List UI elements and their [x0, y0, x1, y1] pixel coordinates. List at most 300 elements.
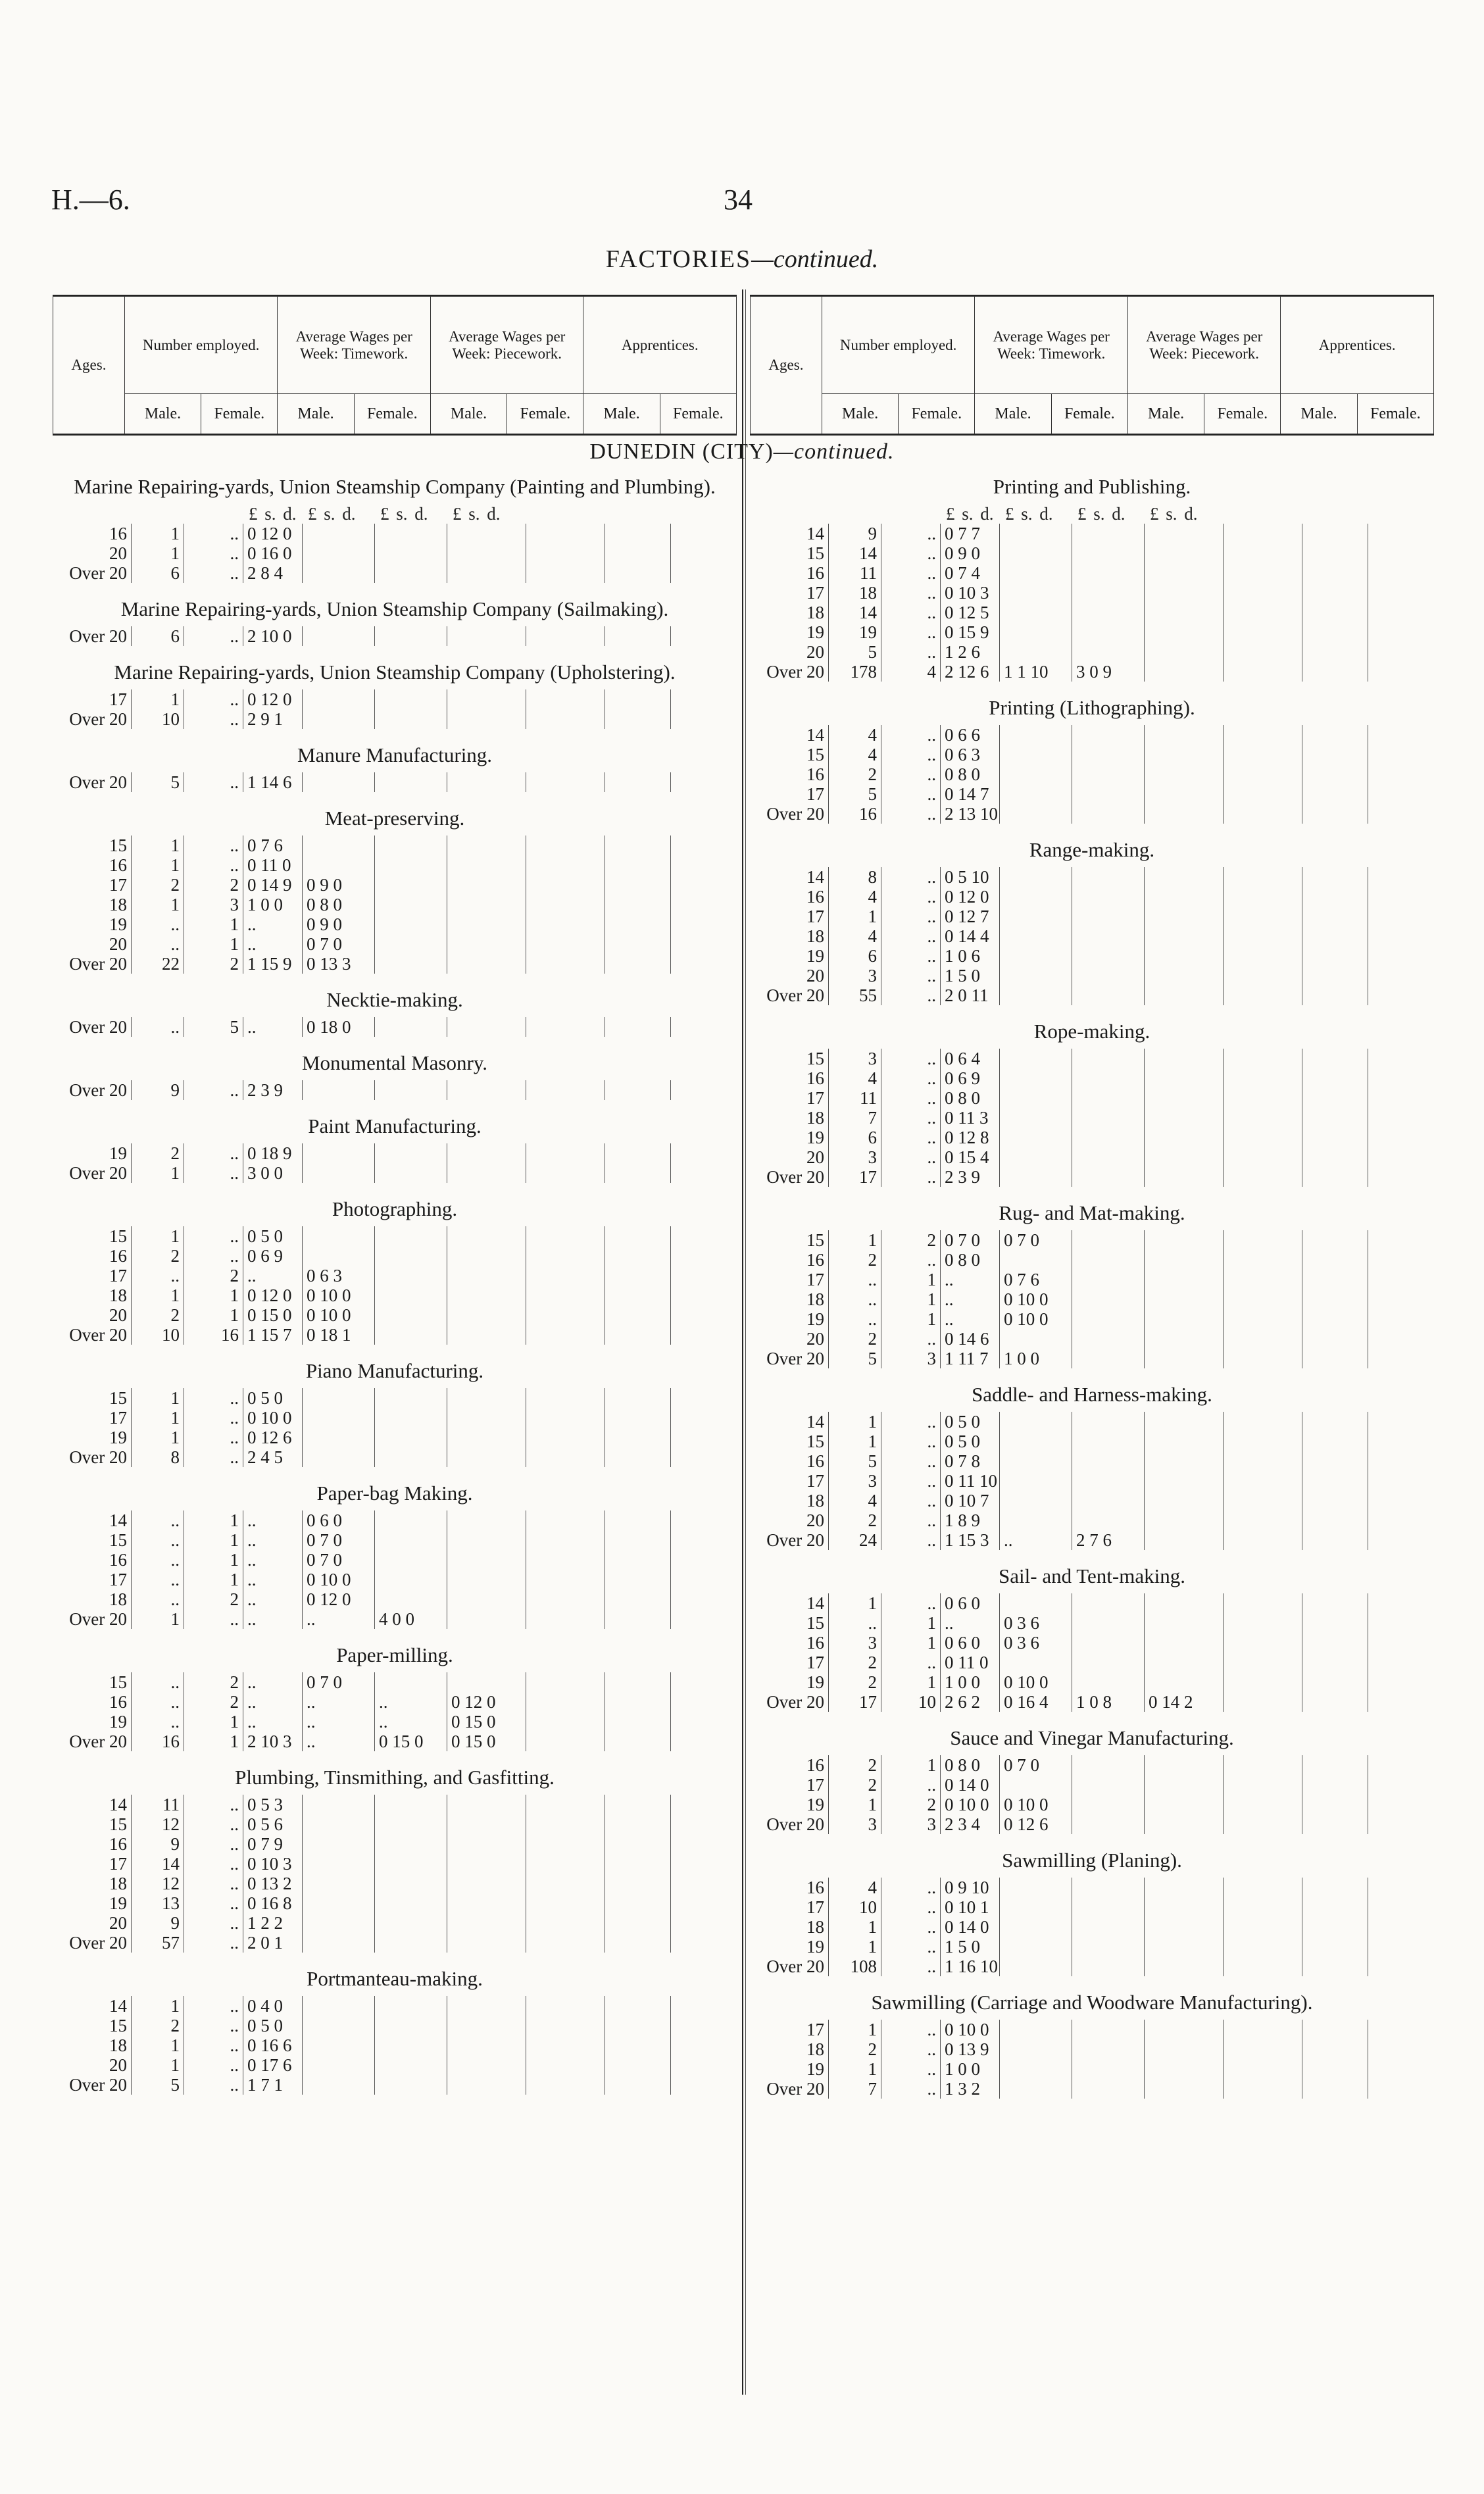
- apprentice-female-cell: [1302, 2039, 1368, 2059]
- piecework-female-cell: [1145, 1270, 1224, 1289]
- male-count-cell: 1: [132, 1996, 184, 2016]
- table-row: [53, 1266, 737, 1285]
- apprentice-male-cell: [526, 1589, 605, 1609]
- timework-female-cell: 0 7 0: [303, 934, 375, 954]
- piecework-male-cell: [375, 1305, 447, 1325]
- running-title-text: FACTORIES: [605, 245, 752, 273]
- apprentice-male-cell: [1224, 725, 1302, 745]
- table-row: [53, 709, 737, 729]
- timework-male-cell: ..: [243, 1017, 303, 1037]
- male-count-cell: 108: [829, 1957, 881, 1976]
- header-male: Male.: [430, 394, 507, 434]
- apprentice-male-cell: [1224, 1230, 1302, 1250]
- section-title: Sauce and Vinegar Manufacturing.: [950, 1726, 1234, 1749]
- male-count-cell: 2: [829, 1329, 881, 1349]
- piecework-female-cell: [1145, 1937, 1224, 1957]
- unit-shilling: s.: [1093, 504, 1105, 524]
- male-count-cell: ..: [132, 1550, 184, 1570]
- age-cell: 18: [750, 1491, 829, 1510]
- apprentice-female-cell: [605, 1017, 671, 1037]
- male-count-cell: 1: [132, 524, 184, 543]
- timework-male-cell: ..: [243, 1692, 303, 1712]
- age-cell: 19: [750, 1128, 829, 1147]
- timework-male-cell: ..: [941, 1270, 1000, 1289]
- timework-male-cell: 0 7 9: [243, 1834, 303, 1854]
- age-cell: 16: [53, 1246, 132, 1266]
- piecework-male-cell: [375, 543, 447, 563]
- piecework-female-cell: [447, 1226, 526, 1246]
- age-cell: 20: [750, 1329, 829, 1349]
- male-count-cell: ..: [132, 1589, 184, 1609]
- piecework-female-cell: [447, 1246, 526, 1266]
- apprentice-female-cell: [1302, 543, 1368, 563]
- timework-female-cell: [1000, 1167, 1072, 1187]
- apprentice-female-cell: [1302, 1471, 1368, 1491]
- timework-female-cell: 1 1 10: [1000, 662, 1072, 682]
- piecework-female-cell: [447, 1893, 526, 1913]
- male-count-cell: 1: [132, 1285, 184, 1305]
- piecework-male-cell: [1072, 1755, 1145, 1775]
- unit-pound: £: [308, 504, 317, 524]
- table-row: [53, 2035, 737, 2055]
- age-cell: 19: [750, 1937, 829, 1957]
- piecework-female-cell: [447, 934, 526, 954]
- piecework-male-cell: [1072, 1471, 1145, 1491]
- apprentice-female-cell: [605, 1874, 671, 1893]
- piecework-female-cell: [1145, 1755, 1224, 1775]
- piecework-female-cell: [447, 1017, 526, 1037]
- piecework-male-cell: [375, 1408, 447, 1428]
- female-count-cell: 1: [881, 1289, 941, 1309]
- age-cell: 19: [750, 2059, 829, 2079]
- header-timework: Average Wages per Week: Timework.: [975, 297, 1128, 394]
- apprentice-female-cell: [1302, 745, 1368, 764]
- timework-male-cell: 0 7 7: [941, 524, 1000, 543]
- timework-male-cell: 0 14 6: [941, 1329, 1000, 1349]
- piecework-male-cell: [375, 626, 447, 646]
- table-row: [750, 1692, 1434, 1712]
- apprentice-female-cell: [1302, 1349, 1368, 1368]
- apprentice-male-cell: [526, 1570, 605, 1589]
- header-piecework: Average Wages per Week: Piecework.: [430, 297, 583, 394]
- female-count-cell: 1: [881, 1755, 941, 1775]
- apprentice-female-cell: [1302, 1147, 1368, 1167]
- timework-female-cell: [303, 626, 375, 646]
- age-cell: 18: [53, 2035, 132, 2055]
- female-count-cell: ..: [881, 1897, 941, 1917]
- piecework-female-cell: [1145, 1917, 1224, 1937]
- apprentice-female-cell: [605, 543, 671, 563]
- header-male: Male.: [124, 394, 201, 434]
- table-row: [750, 2039, 1434, 2059]
- table-row: [750, 1167, 1434, 1187]
- piecework-female-cell: [1145, 946, 1224, 966]
- apprentice-female-cell: [1302, 1309, 1368, 1329]
- female-count-cell: ..: [184, 1246, 243, 1266]
- female-count-cell: ..: [184, 1893, 243, 1913]
- female-count-cell: ..: [881, 1510, 941, 1530]
- table-row: [750, 1108, 1434, 1128]
- female-count-cell: 10: [881, 1692, 941, 1712]
- timework-male-cell: 0 12 0: [243, 524, 303, 543]
- apprentice-female-cell: [1302, 2059, 1368, 2079]
- apprentice-male-cell: [526, 1266, 605, 1285]
- apprentice-female-cell: [605, 934, 671, 954]
- piecework-female-cell: [447, 855, 526, 875]
- age-cell: Over 20: [750, 1814, 829, 1834]
- timework-female-cell: [303, 1996, 375, 2016]
- age-cell: 19: [53, 1143, 132, 1163]
- table-row: [53, 1388, 737, 1408]
- apprentice-male-cell: [1224, 1937, 1302, 1957]
- piecework-female-cell: [447, 1795, 526, 1814]
- running-title-suffix: —continued.: [751, 245, 879, 273]
- piecework-female-cell: [447, 543, 526, 563]
- male-count-cell: 10: [132, 1325, 184, 1345]
- piecework-female-cell: [447, 1874, 526, 1893]
- age-cell: 17: [750, 1471, 829, 1491]
- timework-male-cell: 0 12 5: [941, 603, 1000, 622]
- apprentice-male-cell: [1224, 1088, 1302, 1108]
- apprentice-male-cell: [526, 2035, 605, 2055]
- timework-male-cell: 1 8 9: [941, 1510, 1000, 1530]
- piecework-female-cell: [1145, 745, 1224, 764]
- timework-male-cell: 0 16 8: [243, 1893, 303, 1913]
- timework-female-cell: [1000, 1451, 1072, 1471]
- apprentice-female-cell: [605, 1266, 671, 1285]
- piecework-female-cell: [1145, 1530, 1224, 1550]
- table-row: [53, 855, 737, 875]
- timework-female-cell: [303, 709, 375, 729]
- apprentice-male-cell: [1224, 804, 1302, 824]
- timework-female-cell: [1000, 926, 1072, 946]
- currency-units: [1000, 504, 1072, 524]
- male-count-cell: 1: [132, 1226, 184, 1246]
- header-female: Female.: [354, 394, 430, 434]
- age-cell: 18: [53, 1285, 132, 1305]
- age-cell: 16: [750, 563, 829, 583]
- apprentice-female-cell: [605, 1834, 671, 1854]
- table-row: [53, 875, 737, 895]
- apprentice-male-cell: [1224, 1250, 1302, 1270]
- apprentice-female-cell: [1302, 1692, 1368, 1712]
- age-cell: Over 20: [53, 2075, 132, 2095]
- piecework-female-cell: [447, 2075, 526, 2095]
- table-row: [53, 1589, 737, 1609]
- age-cell: Over 20: [53, 1017, 132, 1037]
- piecework-male-cell: [1072, 524, 1145, 543]
- timework-female-cell: 0 3 6: [1000, 1633, 1072, 1653]
- age-cell: 17: [53, 875, 132, 895]
- piecework-male-cell: [375, 934, 447, 954]
- piecework-female-cell: [1145, 543, 1224, 563]
- apprentice-male-cell: [526, 1672, 605, 1692]
- female-count-cell: 1: [881, 1309, 941, 1329]
- apprentice-female-cell: [1302, 784, 1368, 804]
- timework-male-cell: 1 0 6: [941, 946, 1000, 966]
- piecework-female-cell: [447, 1913, 526, 1933]
- age-cell: 15: [750, 1230, 829, 1250]
- age-cell: 20: [750, 1510, 829, 1530]
- timework-male-cell: 1 0 0: [243, 895, 303, 914]
- age-cell: 18: [750, 603, 829, 622]
- piecework-male-cell: [375, 1285, 447, 1305]
- table-row: [750, 985, 1434, 1005]
- piecework-male-cell: [1072, 907, 1145, 926]
- piecework-female-cell: 0 15 0: [447, 1732, 526, 1751]
- city-heading-text: DUNEDIN (CITY): [589, 439, 774, 464]
- timework-male-cell: ..: [941, 1289, 1000, 1309]
- units-spacer: [829, 504, 881, 524]
- piecework-male-cell: [1072, 926, 1145, 946]
- piecework-female-cell: [1145, 1049, 1224, 1068]
- apprentice-male-cell: [526, 1246, 605, 1266]
- apprentice-male-cell: [1224, 1289, 1302, 1309]
- age-cell: 15: [750, 745, 829, 764]
- section-title: Paint Manufacturing.: [308, 1114, 482, 1137]
- female-count-cell: ..: [184, 1913, 243, 1933]
- apprentice-male-cell: [526, 1913, 605, 1933]
- male-count-cell: 1: [132, 543, 184, 563]
- timework-male-cell: 0 12 6: [243, 1428, 303, 1447]
- age-cell: 15: [53, 1388, 132, 1408]
- age-cell: 19: [53, 1893, 132, 1913]
- industry-section: [750, 696, 1434, 824]
- timework-female-cell: [1000, 1147, 1072, 1167]
- timework-female-cell: [1000, 1108, 1072, 1128]
- piecework-male-cell: [1072, 543, 1145, 563]
- table-row: [750, 1451, 1434, 1471]
- apprentice-male-cell: [526, 1510, 605, 1530]
- piecework-male-cell: [1072, 1814, 1145, 1834]
- age-cell: 16: [53, 1550, 132, 1570]
- apprentice-male-cell: [526, 895, 605, 914]
- male-count-cell: 11: [829, 1088, 881, 1108]
- male-count-cell: 4: [829, 887, 881, 907]
- timework-male-cell: 1 5 0: [941, 966, 1000, 985]
- timework-male-cell: 0 15 4: [941, 1147, 1000, 1167]
- industry-section: [53, 1197, 737, 1345]
- age-cell: Over 20: [750, 1349, 829, 1368]
- piecework-female-cell: 0 14 2: [1145, 1692, 1224, 1712]
- male-count-cell: 2: [829, 2039, 881, 2059]
- age-cell: 15: [53, 1226, 132, 1246]
- apprentice-female-cell: [605, 1285, 671, 1305]
- timework-female-cell: 0 12 6: [1000, 1814, 1072, 1834]
- age-cell: 17: [750, 2020, 829, 2039]
- timework-female-cell: [303, 1246, 375, 1266]
- age-cell: 20: [750, 642, 829, 662]
- piecework-male-cell: [1072, 1088, 1145, 1108]
- female-count-cell: 2: [184, 1692, 243, 1712]
- apprentice-female-cell: [1302, 1451, 1368, 1471]
- timework-female-cell: [303, 1226, 375, 1246]
- male-count-cell: 17: [829, 1167, 881, 1187]
- table-row: [750, 1917, 1434, 1937]
- table-row: [750, 1672, 1434, 1692]
- male-count-cell: 2: [132, 1143, 184, 1163]
- timework-female-cell: [1000, 1653, 1072, 1672]
- timework-female-cell: [1000, 887, 1072, 907]
- apprentice-male-cell: [1224, 867, 1302, 887]
- apprentice-male-cell: [526, 2055, 605, 2075]
- piecework-male-cell: 3 0 9: [1072, 662, 1145, 682]
- male-count-cell: 5: [829, 784, 881, 804]
- female-count-cell: ..: [184, 524, 243, 543]
- apprentice-male-cell: [1224, 1309, 1302, 1329]
- timework-female-cell: 0 10 0: [303, 1285, 375, 1305]
- piecework-male-cell: [375, 1933, 447, 1953]
- timework-male-cell: 1 15 3: [941, 1530, 1000, 1550]
- female-count-cell: ..: [881, 1049, 941, 1068]
- age-cell: 18: [53, 895, 132, 914]
- apprentice-male-cell: [1224, 2059, 1302, 2079]
- apprentice-male-cell: [1224, 2039, 1302, 2059]
- apprentice-female-cell: [605, 1080, 671, 1100]
- apprentice-male-cell: [526, 1996, 605, 2016]
- piecework-female-cell: [447, 524, 526, 543]
- timework-male-cell: 0 5 0: [941, 1412, 1000, 1432]
- apprentice-male-cell: [1224, 2079, 1302, 2099]
- apprentice-female-cell: [1302, 1530, 1368, 1550]
- piecework-male-cell: [375, 1530, 447, 1550]
- apprentice-male-cell: [526, 1080, 605, 1100]
- apprentice-female-cell: [605, 1609, 671, 1629]
- table-row: [750, 926, 1434, 946]
- male-count-cell: 12: [132, 1814, 184, 1834]
- apprentice-male-cell: [1224, 1270, 1302, 1289]
- section-title: Printing (Lithographing).: [989, 696, 1195, 719]
- header-male: Male.: [583, 394, 660, 434]
- timework-female-cell: [1000, 907, 1072, 926]
- apprentice-male-cell: [526, 1795, 605, 1814]
- apprentice-male-cell: [1224, 543, 1302, 563]
- piecework-male-cell: [1072, 1147, 1145, 1167]
- male-count-cell: 7: [829, 2079, 881, 2099]
- table-row: [750, 1633, 1434, 1653]
- piecework-female-cell: [447, 1834, 526, 1854]
- age-cell: Over 20: [53, 1933, 132, 1953]
- apprentice-female-cell: [1302, 1250, 1368, 1270]
- table-row: [53, 2055, 737, 2075]
- timework-male-cell: 1 2 2: [243, 1913, 303, 1933]
- piecework-female-cell: [447, 1080, 526, 1100]
- piecework-male-cell: [375, 2035, 447, 2055]
- timework-male-cell: 0 10 7: [941, 1491, 1000, 1510]
- piecework-male-cell: 0 15 0: [375, 1732, 447, 1751]
- age-cell: Over 20: [53, 1609, 132, 1629]
- table-row: [53, 2016, 737, 2035]
- male-count-cell: 17: [829, 1692, 881, 1712]
- table-row: [750, 725, 1434, 745]
- age-cell: 14: [53, 1996, 132, 2016]
- male-count-cell: 1: [132, 1609, 184, 1629]
- age-cell: 18: [750, 2039, 829, 2059]
- apprentice-male-cell: [1224, 662, 1302, 682]
- section-title: Sawmilling (Planing).: [1002, 1849, 1182, 1872]
- unit-pence: d.: [1039, 504, 1053, 524]
- female-count-cell: ..: [881, 1937, 941, 1957]
- female-count-cell: ..: [881, 1530, 941, 1550]
- table-row: [750, 1049, 1434, 1068]
- age-cell: 18: [750, 1108, 829, 1128]
- section-title: Sawmilling (Carriage and Woodware Manufacturing).: [871, 1991, 1313, 2014]
- apprentice-male-cell: [1224, 946, 1302, 966]
- apprentice-male-cell: [526, 563, 605, 583]
- timework-male-cell: 0 9 10: [941, 1878, 1000, 1897]
- apprentice-female-cell: [1302, 1755, 1368, 1775]
- timework-male-cell: 1 7 1: [243, 2075, 303, 2095]
- table-row: [750, 1329, 1434, 1349]
- piecework-female-cell: [447, 1266, 526, 1285]
- section-title: Monumental Masonry.: [301, 1051, 488, 1074]
- female-count-cell: ..: [184, 626, 243, 646]
- piecework-female-cell: [1145, 966, 1224, 985]
- timework-male-cell: 0 9 0: [941, 543, 1000, 563]
- timework-male-cell: ..: [243, 934, 303, 954]
- timework-male-cell: 0 15 9: [941, 622, 1000, 642]
- timework-male-cell: 0 10 3: [941, 583, 1000, 603]
- piecework-male-cell: [1072, 1309, 1145, 1329]
- timework-male-cell: ..: [243, 1609, 303, 1629]
- piecework-male-cell: [375, 1388, 447, 1408]
- table-row: [53, 1672, 737, 1692]
- section-title: Range-making.: [1029, 838, 1155, 861]
- male-count-cell: 4: [829, 1878, 881, 1897]
- industry-section: [53, 661, 737, 729]
- table-row: [750, 1471, 1434, 1491]
- age-cell: 18: [750, 926, 829, 946]
- apprentice-male-cell: [1224, 745, 1302, 764]
- apprentice-female-cell: [605, 1854, 671, 1874]
- timework-female-cell: [303, 1143, 375, 1163]
- piecework-female-cell: [1145, 1147, 1224, 1167]
- section-title: Sail- and Tent-making.: [999, 1564, 1185, 1587]
- industry-section: [750, 1726, 1434, 1834]
- age-cell: Over 20: [750, 985, 829, 1005]
- section-title: Meat-preserving.: [324, 807, 465, 830]
- piecework-female-cell: [1145, 907, 1224, 926]
- table-row: [53, 1305, 737, 1325]
- apprentice-female-cell: [605, 1570, 671, 1589]
- male-count-cell: 3: [829, 1814, 881, 1834]
- apprentice-male-cell: [1224, 764, 1302, 784]
- timework-female-cell: [1000, 622, 1072, 642]
- currency-units: [1145, 504, 1224, 524]
- age-cell: 19: [750, 946, 829, 966]
- male-count-cell: 5: [829, 1451, 881, 1471]
- apprentice-female-cell: [1302, 1128, 1368, 1147]
- piecework-female-cell: [1145, 1510, 1224, 1530]
- timework-female-cell: 0 13 3: [303, 954, 375, 974]
- piecework-female-cell: [447, 1408, 526, 1428]
- piecework-female-cell: [447, 1550, 526, 1570]
- timework-male-cell: 0 14 9: [243, 875, 303, 895]
- age-cell: Over 20: [53, 1325, 132, 1345]
- table-row: [53, 772, 737, 792]
- unit-pence: d.: [980, 504, 994, 524]
- female-count-cell: ..: [881, 1250, 941, 1270]
- apprentice-male-cell: [1224, 1412, 1302, 1432]
- header-female: Female.: [660, 394, 736, 434]
- age-cell: 16: [53, 1834, 132, 1854]
- industry-section: [53, 1051, 737, 1100]
- age-cell: 15: [53, 1814, 132, 1834]
- apprentice-male-cell: [1224, 966, 1302, 985]
- female-count-cell: 1: [184, 934, 243, 954]
- industry-section: [750, 1991, 1434, 2099]
- table-row: [750, 583, 1434, 603]
